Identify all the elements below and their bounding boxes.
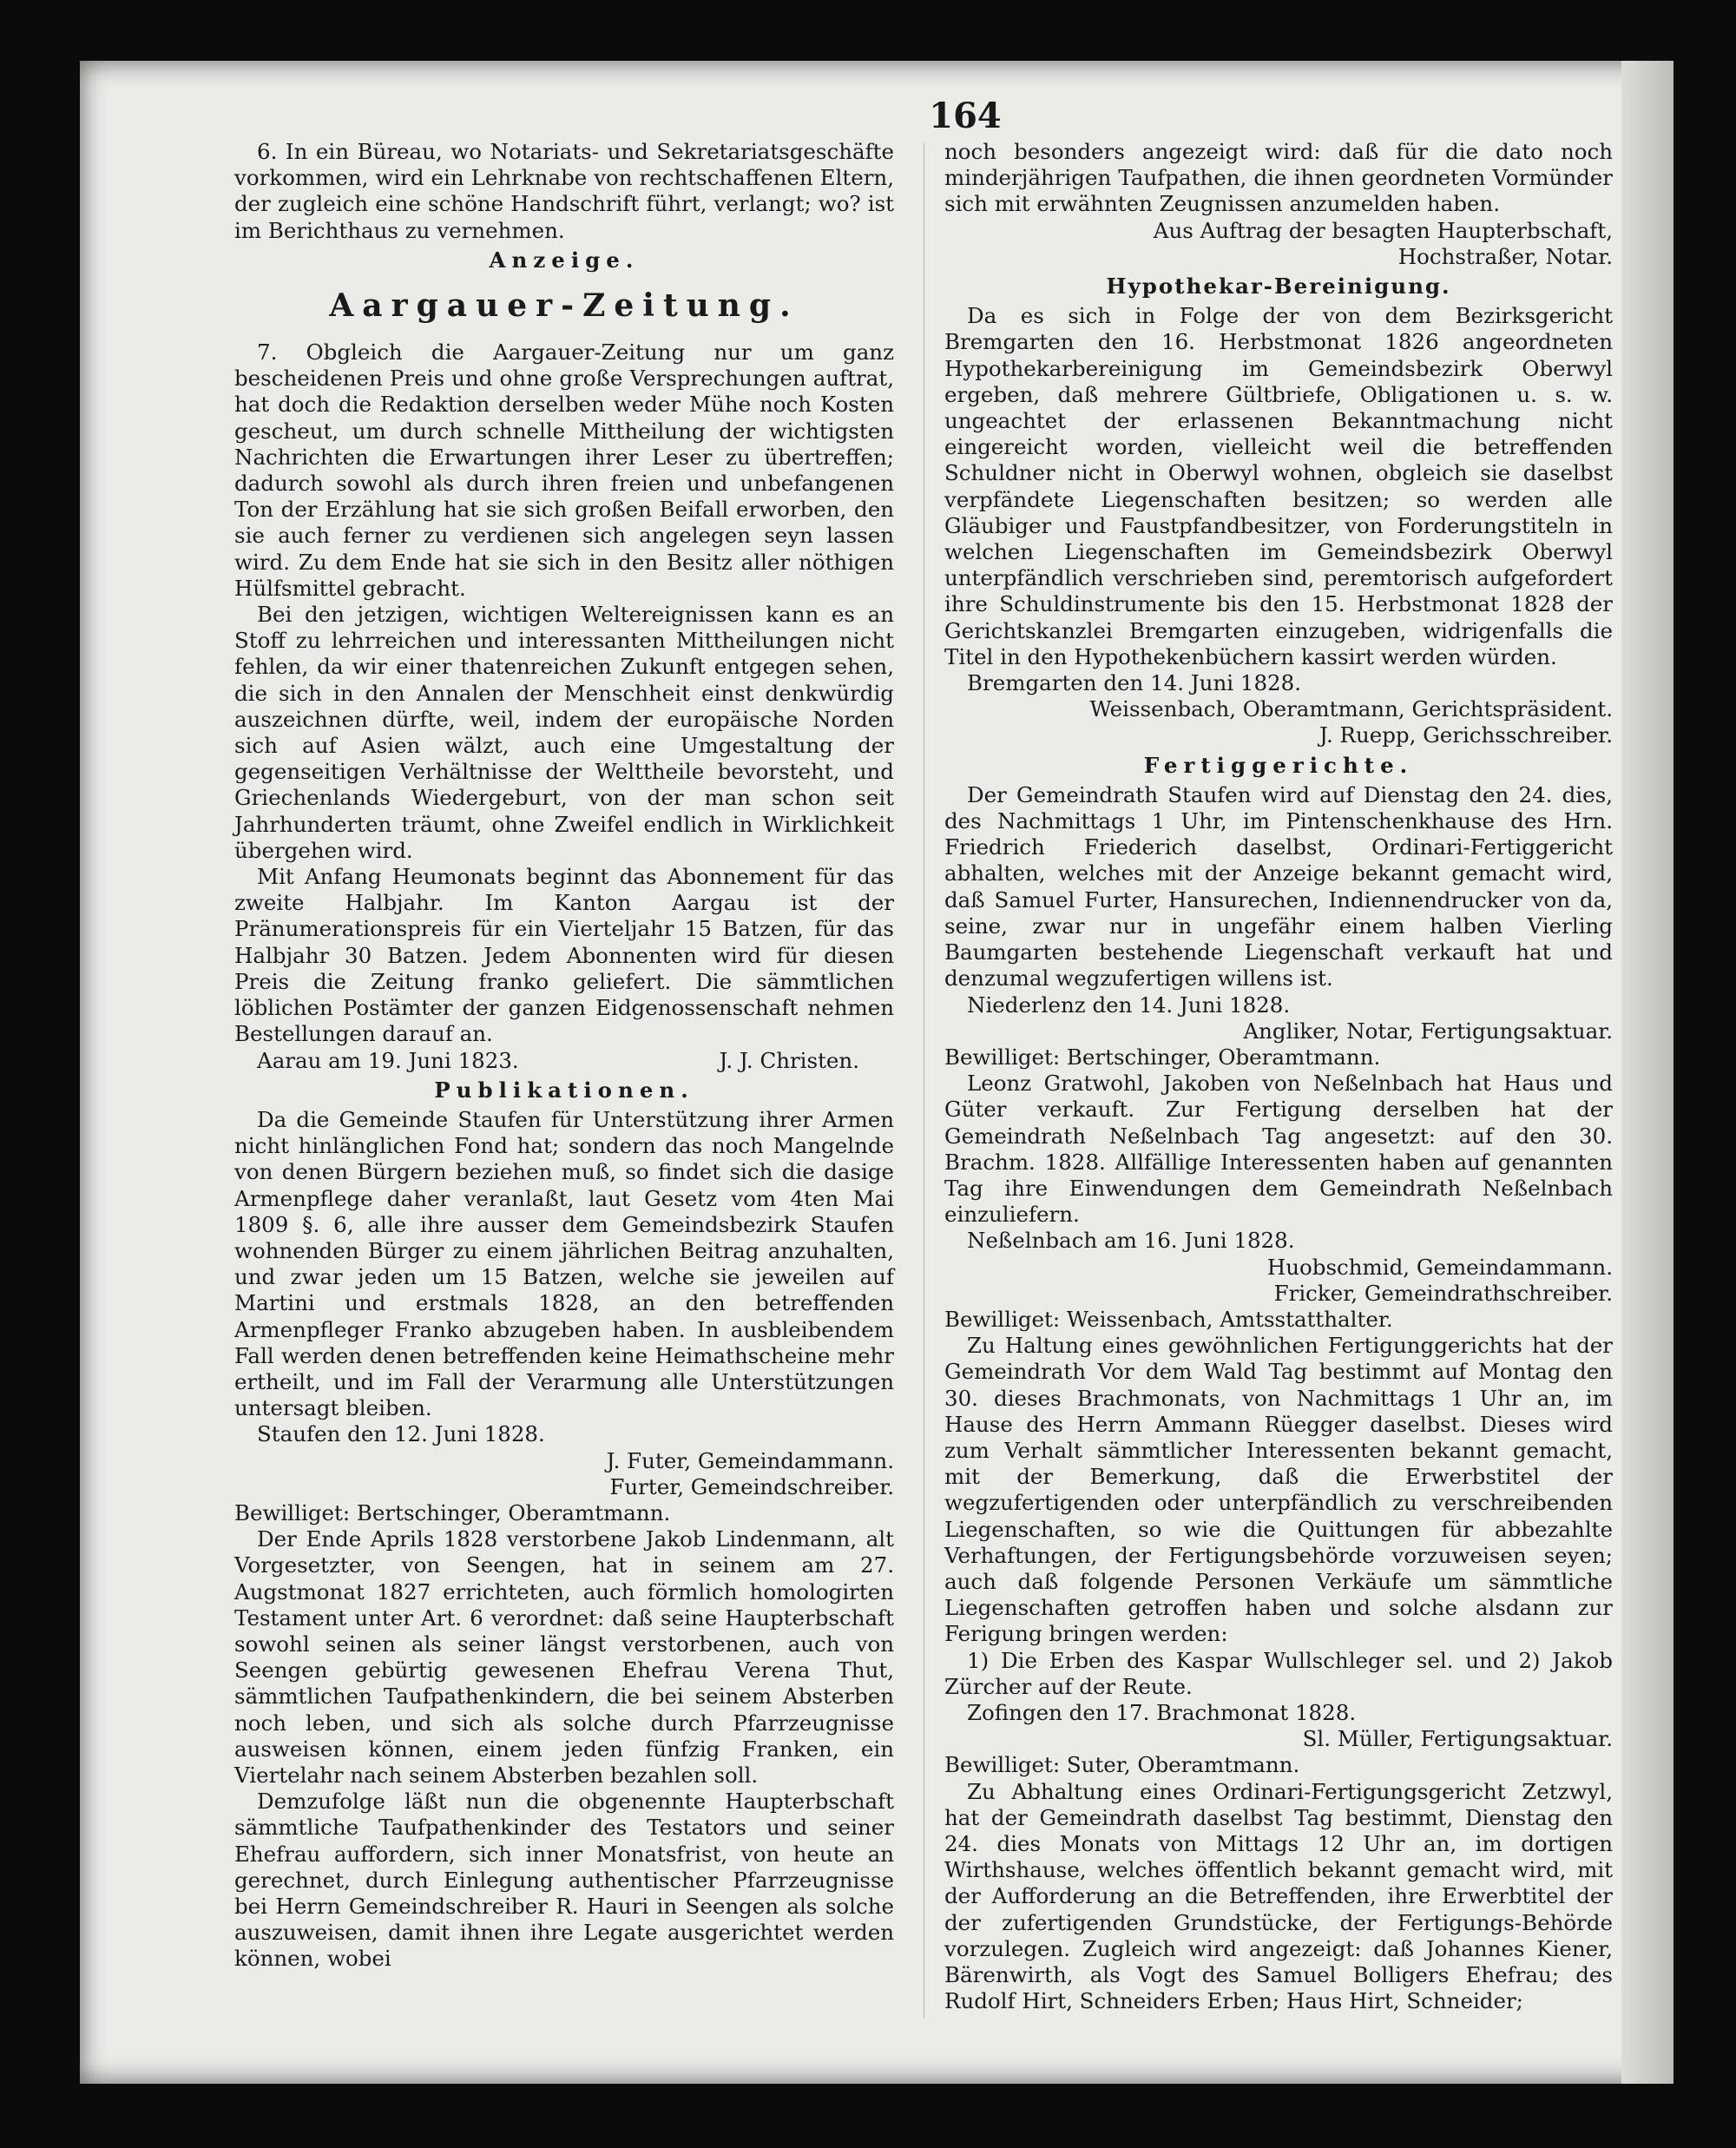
publication-1-signature-1: J. Futer, Gemeindammann.	[606, 1447, 894, 1473]
notice-7-signature-line	[234, 1048, 894, 1074]
notice-7-paragraph-3: Mit Anfang Heumonats beginnt das Abonnement für das zweite Halbjahr. Im Kanton Aargau ist der Pränumerationspreis für ein Vierteljahr 15 Batzen, für das Halbjahr 30 Batzen. Jedem Abonnenten wird für diesen Preis die Zeitung franko geliefert. Die sämmtlichen löblichen Postämter der ganzen Eidgenossenschaft nehmen Bestellungen darauf an.	[234, 864, 894, 1047]
notice-7-paragraph-2: Bei den jetzigen, wichtigen Weltereignissen kann es an Stoff zu lehrreichen und interessanten Mittheilungen nicht fehlen, da wir einer thatenreichen Zukunft entgegen sehen, die sich in den Annalen der Menschheit einst denkwürdig auszeichnen dürfte, weil, indem der europäische Norden sich auf Asien wälzt, auch eine Umgestaltung der gegenseitigen Verhältnisse der Welttheile bevorsteht, und Griechenlands Wiedergeburt, von der man schon seit Jahrhunderten träumt, ohne Zweifel endlich in Wirklichkeit übergehen wird.	[234, 602, 894, 863]
fertiggericht-2: Leonz Gratwohl, Jakoben von Neßelnbach hat Haus und Güter verkauft. Zur Fertigung derselben hat der Gemeindrath Neßelnbach Tag angesetzt: auf den 30. Brachm. 1828. Allfällige Interessenten haben auf genannten Tag ihre Einwendungen dem Gemeindrath Neßelnbach einzuliefern.	[944, 1071, 1613, 1228]
fertiggericht-3-list: 1) Die Erben des Kaspar Wullschleger sel. und 2) Jakob Zürcher auf der Reute.	[944, 1647, 1613, 1699]
zeitung-heading: Aargauer-Zeitung.	[329, 287, 799, 325]
notice-7-place-date: Aarau am 19. Juni 1823.	[257, 1047, 519, 1073]
hypothek-heading: Hypothekar-Bereinigung.	[1106, 273, 1451, 300]
notice-6: 6. In ein Büreau, wo Notariats- und Sekretariatsgeschäfte vorkommen, wird ein Lehrknabe von rechtschaffenen Eltern, der zugleich eine schöne Handschrift führt, verlangt; wo? ist im Berichthaus zu vernehmen.	[234, 139, 894, 243]
publication-1: Da die Gemeinde Staufen für Unterstützung ihrer Armen nicht hinlänglichen Fond hat; sondern das noch Mangelnde von denen Bürgern beziehen muß, so findet sich die dasige Armenpflege daher veranlaßt, laut Gesetz vom 4ten Mai 1809 §. 6, alle ihre ausser dem Gemeindsbezirk Staufen wohnenden Bürger zu einem jährlichen Beitrag anzuhalten, und zwar jeden um 15 Batzen, welche sie jeweilen auf Martini und erstmals 1828, an den betreffenden Armenpfleger Franko abzugeben haben. In ausbleibendem Fall werden denen betreffenden keine Heimathscheine mehr ertheilt, und im Fall der Verarmung alle Unterstützungen untersagt bleiben.	[234, 1106, 894, 1421]
newspaper-page	[80, 61, 1674, 2084]
fertiggericht-1: Der Gemeindrath Staufen wird auf Dienstag den 24. dies, des Nachmittags 1 Uhr, im Pintenschenkhause des Hrn. Friedrich Friederich daselbst, Ordinari-Fertiggericht abhalten, welches mit der Anzeige bekannt gemacht wird, daß Samuel Furter, Hansurechen, Indiennendrucker von da, seine, zwar nur in ungefähr einem halben Vierling Baumgarten bestehende Liegenschaft verkauft hat und denzumal wegzufertigen willens ist.	[944, 781, 1613, 992]
fertiggericht-3-approval: Bewilliget: Suter, Oberamtmann.	[944, 1752, 1300, 1778]
fertiggericht-1-signature: Angliker, Notar, Fertigungsaktuar.	[1243, 1018, 1613, 1044]
hypothek-signature-2: J. Ruepp, Gerichsschreiber.	[1319, 722, 1613, 748]
hypothek-signature-1: Weissenbach, Oberamtmann, Gerichtspräsident.	[1089, 696, 1613, 722]
right-column	[944, 139, 1613, 2014]
page-number: 164	[929, 96, 1002, 136]
fertiggericht-4: Zu Abhaltung eines Ordinari-Fertigungsgericht Zetzwyl, hat der Gemeindrath daselbst Tag bestimmt, Dienstag den 24. dies Monats von Mittags 12 Uhr an, im dortigen Wirthshause, welches öffentlich bekannt gemacht wird, mit der Aufforderung an die Betreffenden, ihre Erwerbtitel der der zufertigenden Grundstücke, der Fertigungs-Behörde vorzulegen. Zugleich wird angezeigt: daß Johannes Kiener, Bärenwirth, als Vogt des Samuel Bolligers Ehefrau; des Rudolf Hirt, Schneiders Erben; Haus Hirt, Schneider;	[944, 1778, 1613, 2014]
fertiggericht-2-approval: Bewilliget: Weissenbach, Amtsstatthalter.	[944, 1306, 1393, 1332]
publication-1-signature-2: Furter, Gemeindschreiber.	[609, 1473, 894, 1499]
fertiggericht-1-place-date: Niederlenz den 14. Juni 1828.	[967, 992, 1291, 1018]
fertiggericht-3-signature: Sl. Müller, Fertigungsaktuar.	[1302, 1726, 1613, 1752]
left-column	[234, 139, 894, 1973]
hypothek-place-date: Bremgarten den 14. Juni 1828.	[967, 670, 1302, 696]
page-edge	[1621, 61, 1674, 2084]
publication-2-continued: noch besonders angezeigt wird: daß für die dato noch minderjährigen Taufpathen, die ihnen geordneten Vormünder sich mit erwähnten Zeugnissen anzumelden haben.	[944, 139, 1613, 217]
fertiggericht-2-signature-2: Fricker, Gemeindrathschreiber.	[1273, 1280, 1613, 1306]
publication-2-signature-1: Aus Auftrag der besagten Haupterbschaft,	[1153, 217, 1613, 243]
fertiggericht-2-place-date: Neßelnbach am 16. Juni 1828.	[967, 1228, 1295, 1254]
fertiggericht-3: Zu Haltung eines gewöhnlichen Fertigunggerichts hat der Gemeindrath Vor dem Wald Tag bestimmt auf Montag den 30. dieses Brachmonats, von Nachmittags 1 Uhr an, im Hause des Herrn Ammann Rüegger daselbst. Dieses wird zum Verhalt sämmtlicher Interessenten bekannt gemacht, mit der Bemerkung, daß die Erwerbstitel der wegzufertigenden oder unterpfändlich zu verschreibenden Liegenschaften, so wie die Quittungen für abbezahlte Verhaftungen, der Fertigungsbehörde vorzuweisen seyen; auch daß folgende Personen Verkäufe um sämmtliche Liegenschaften getroffen haben und solche alsdann zur Ferigung bringen werden:	[944, 1333, 1613, 1647]
publikationen-heading: Publikationen.	[434, 1077, 694, 1103]
publication-2-paragraph-2: Demzufolge läßt nun die obgenennte Haupterbschaft sämmtliche Taufpathenkinder des Testators und seiner Ehefrau auffordern, sich inner Monatsfrist, von heute an gerechnet, durch Einlegung authentischer Pfarrzeugnisse bei Herrn Gemeindschreiber R. Hauri in Seengen als solche auszuweisen, damit ihnen ihre Legate ausgerichtet werden können, wobei	[234, 1789, 894, 1972]
publication-1-place-date: Staufen den 12. Juni 1828.	[257, 1421, 545, 1447]
anzeige-heading: Anzeige.	[489, 247, 640, 273]
publication-2-signature-2: Hochstraßer, Notar.	[1397, 243, 1613, 269]
fertiggericht-3-place-date: Zofingen den 17. Brachmonat 1828.	[967, 1699, 1357, 1725]
fertiggericht-2-signature-1: Huobschmid, Gemeindammann.	[1266, 1254, 1613, 1280]
fertiggericht-1-approval: Bewilliget: Bertschinger, Oberamtmann.	[944, 1044, 1381, 1070]
notice-7-paragraph-1: 7. Obgleich die Aargauer-Zeitung nur um ganz bescheidenen Preis und ohne große Versprechungen auftrat, hat doch die Redaktion derselben weder Mühe noch Kosten gescheut, um durch schnelle Mittheilung der wichtigsten Nachrichten die Erwartungen ihrer Leser zu übertreffen; dadurch sowohl als durch ihren freien und unbefangenen Ton der Erzählung hat sie sich großen Beifall erworben, den sie auch ferner zu verdienen sich angelegen seyn lassen wird. Zu dem Ende hat sie sich in den Besitz aller nöthigen Hülfsmittel gebracht.	[234, 339, 894, 601]
notice-7-signer: J. J. Christen.	[719, 1047, 859, 1073]
publication-2-paragraph-1: Der Ende Aprils 1828 verstorbene Jakob Lindenmann, alt Vorgesetzter, von Seengen, hat in seinem am 27. Augstmonat 1827 errichteten, auch förmlich homologirten Testament unter Art. 6 verordnet: daß seine Haupterbschaft sowohl seinen als seiner längst verstorbenen, auch von Seengen gebürtig gewesenen Ehefrau Verena Thut, sämmtlichen Taufpathenkindern, die bei seinem Absterben noch leben, und sich als solche durch Pfarrzeugnisse ausweisen können, einem jeden fünfzig Franken, ein Viertelahr nach seinem Absterben bezahlen soll.	[234, 1526, 894, 1788]
publication-1-approval: Bewilliget: Bertschinger, Oberamtmann.	[234, 1499, 671, 1525]
hypothek-paragraph: Da es sich in Folge der von dem Bezirksgericht Bremgarten den 16. Herbstmonat 1826 angeordneten Hypothekarbereinigung im Gemeindsbezirk Oberwyl ergeben, daß mehrere Gültbriefe, Obligationen u. s. w. ungeachtet der erlassenen Bekanntmachung nicht eingereicht worden, vielleicht weil die betreffenden Schuldner nicht in Oberwyl wohnen, obgleich sie daselbst verpfändete Liegenschaften besitzen; so werden alle Gläubiger und Faustpfandbesitzer, von Forderungstiteln in welchen Liegenschaften im Gemeindsbezirk Oberwyl unterpfändlich verschrieben sind, peremtorisch aufgefordert ihre Schuldinstrumente bis den 15. Herbstmonat 1828 der Gerichtskanzlei Bremgarten einzugeben, widrigenfalls die Titel in den Hypothekenbüchern kassirt werden würden.	[944, 303, 1613, 669]
fertiggerichte-heading: Fertiggerichte.	[1143, 752, 1414, 778]
